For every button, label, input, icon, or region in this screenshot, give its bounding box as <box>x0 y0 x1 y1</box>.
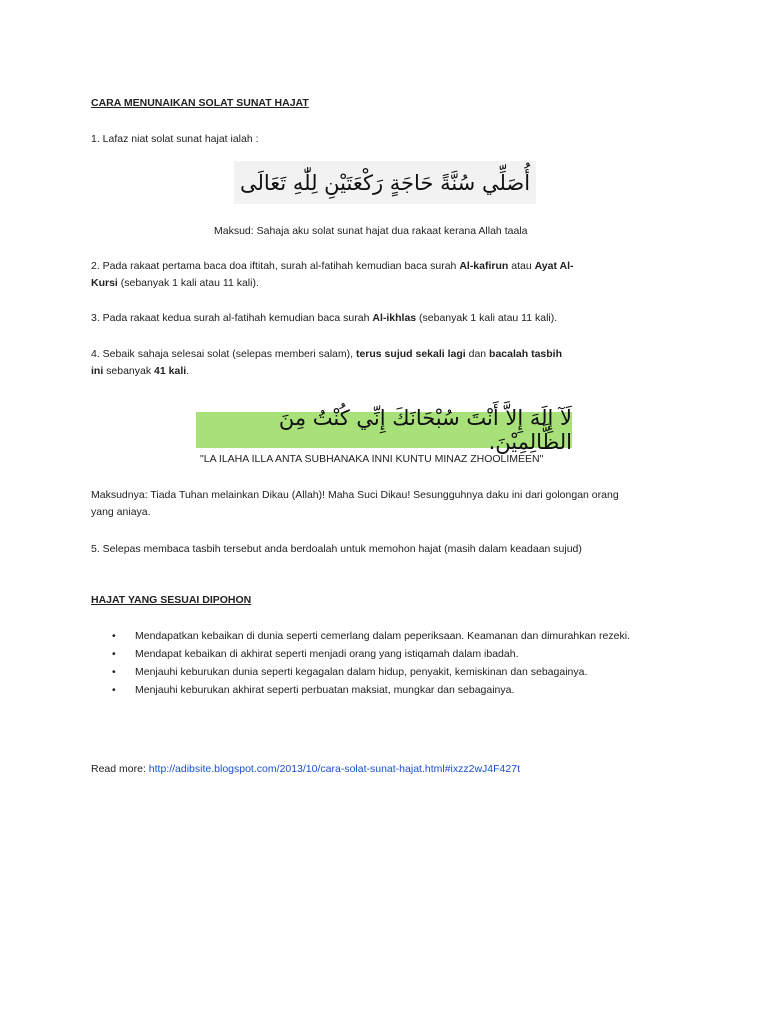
tasbih-arabic-text: لَآ إِلَهَ إِلاَّ أَنْتَ سُبْحَانَكَ إِنِّي كُنْتُ مِنَ الظَّالِمِيْنَ. <box>278 406 572 454</box>
list-item <box>112 645 630 663</box>
step-3-line <box>91 310 557 326</box>
hajat-list <box>112 627 630 699</box>
step-1-meaning: Maksud: Sahaja aku solat sunat hajat dua rakaat kerana Allah taala <box>214 225 528 237</box>
step-2-ayat-al: Ayat Al- <box>534 260 574 272</box>
step-2-kursi: Kursi <box>91 277 118 289</box>
step-4-text: 4. Sebaik sahaja selesai solat (selepas memberi salam), <box>91 348 356 360</box>
step-4-line-1 <box>91 346 562 362</box>
list-item <box>112 663 630 681</box>
step-4-count: 41 kali <box>154 365 187 377</box>
read-more-link[interactable]: http://adibsite.blogspot.com/2013/10/cara-solat-sunat-hajat.html#ixzz2wJ4F427t <box>148 763 520 775</box>
hajat-section-title: HAJAT YANG SESUAI DIPOHON <box>91 594 252 606</box>
page-title: CARA MENUNAIKAN SOLAT SUNAT HAJAT <box>91 97 309 109</box>
step-2-line-2 <box>91 275 259 291</box>
bullet-icon: • <box>112 630 116 642</box>
step-2-text: 2. Pada rakaat pertama baca doa iftitah, surah al-fatihah kemudian baca surah <box>91 260 460 272</box>
step-2-line-1 <box>91 258 574 274</box>
step-4-line-2 <box>91 363 189 379</box>
list-item <box>112 681 630 699</box>
step-4-text-and: dan <box>465 348 490 360</box>
step-4-ini: ini <box>91 365 104 377</box>
tasbih-transliteration: "LA ILAHA ILLA ANTA SUBHANAKA INNI KUNTU MINAZ ZHOOLIMEEN" <box>200 453 544 465</box>
step-2-count: (sebanyak 1 kali atau 11 kali). <box>117 277 259 289</box>
step-3-text: 3. Pada rakaat kedua surah al-fatihah kemudian baca surah <box>91 312 373 324</box>
step-4-tasbih: bacalah tasbih <box>489 348 562 360</box>
read-more-line <box>91 761 520 777</box>
tasbih-meaning-line-2: yang aniaya. <box>91 506 151 518</box>
tasbih-arabic-image <box>196 406 572 454</box>
step-3-surah-ikhlas: Al-ikhlas <box>372 312 417 324</box>
bullet-icon: • <box>112 648 116 660</box>
step-3-count: (sebanyak 1 kali atau 11 kali). <box>416 312 558 324</box>
step-4-sujud: terus sujud sekali lagi <box>355 348 466 360</box>
read-more-label: Read more: <box>91 763 149 775</box>
list-item <box>112 627 630 645</box>
niat-arabic-image <box>234 161 536 204</box>
step-5-text: 5. Selepas membaca tasbih tersebut anda berdoalah untuk memohon hajat (masih dalam keadaan sujud) <box>91 543 582 555</box>
step-2-surah-kafirun: Al-kafirun <box>459 260 509 272</box>
list-item-text: Menjauhi keburukan dunia seperti kegagalan dalam hidup, penyakit, kemiskinan dan sebagainya. <box>135 666 588 678</box>
bullet-icon: • <box>112 684 116 696</box>
bullet-icon: • <box>112 666 116 678</box>
list-item-text: Mendapat kebaikan di akhirat seperti menjadi orang yang istiqamah dalam ibadah. <box>135 648 519 660</box>
step-2-text-or: atau <box>508 260 535 272</box>
step-1-text: 1. Lafaz niat solat sunat hajat ialah : <box>91 133 259 145</box>
step-4-period: . <box>186 365 190 377</box>
tasbih-meaning-line-1: Maksudnya: Tiada Tuhan melainkan Dikau (Allah)! Maha Suci Dikau! Sesungguhnya daku ini dari golongan orang <box>91 489 619 501</box>
list-item-text: Menjauhi keburukan akhirat seperti perbuatan maksiat, mungkar dan sebagainya. <box>135 684 515 696</box>
niat-arabic-text: أُصَلِّي سُنَّةً حَاجَةٍ رَكْعَتَيْنِ لِلّٰهِ تَعَالَى <box>239 170 531 195</box>
list-item-text: Mendapatkan kebaikan di dunia seperti cemerlang dalam peperiksaan. Keamanan dan dimurahkan rezeki. <box>135 630 630 642</box>
step-4-sebanyak: sebanyak <box>103 365 155 377</box>
